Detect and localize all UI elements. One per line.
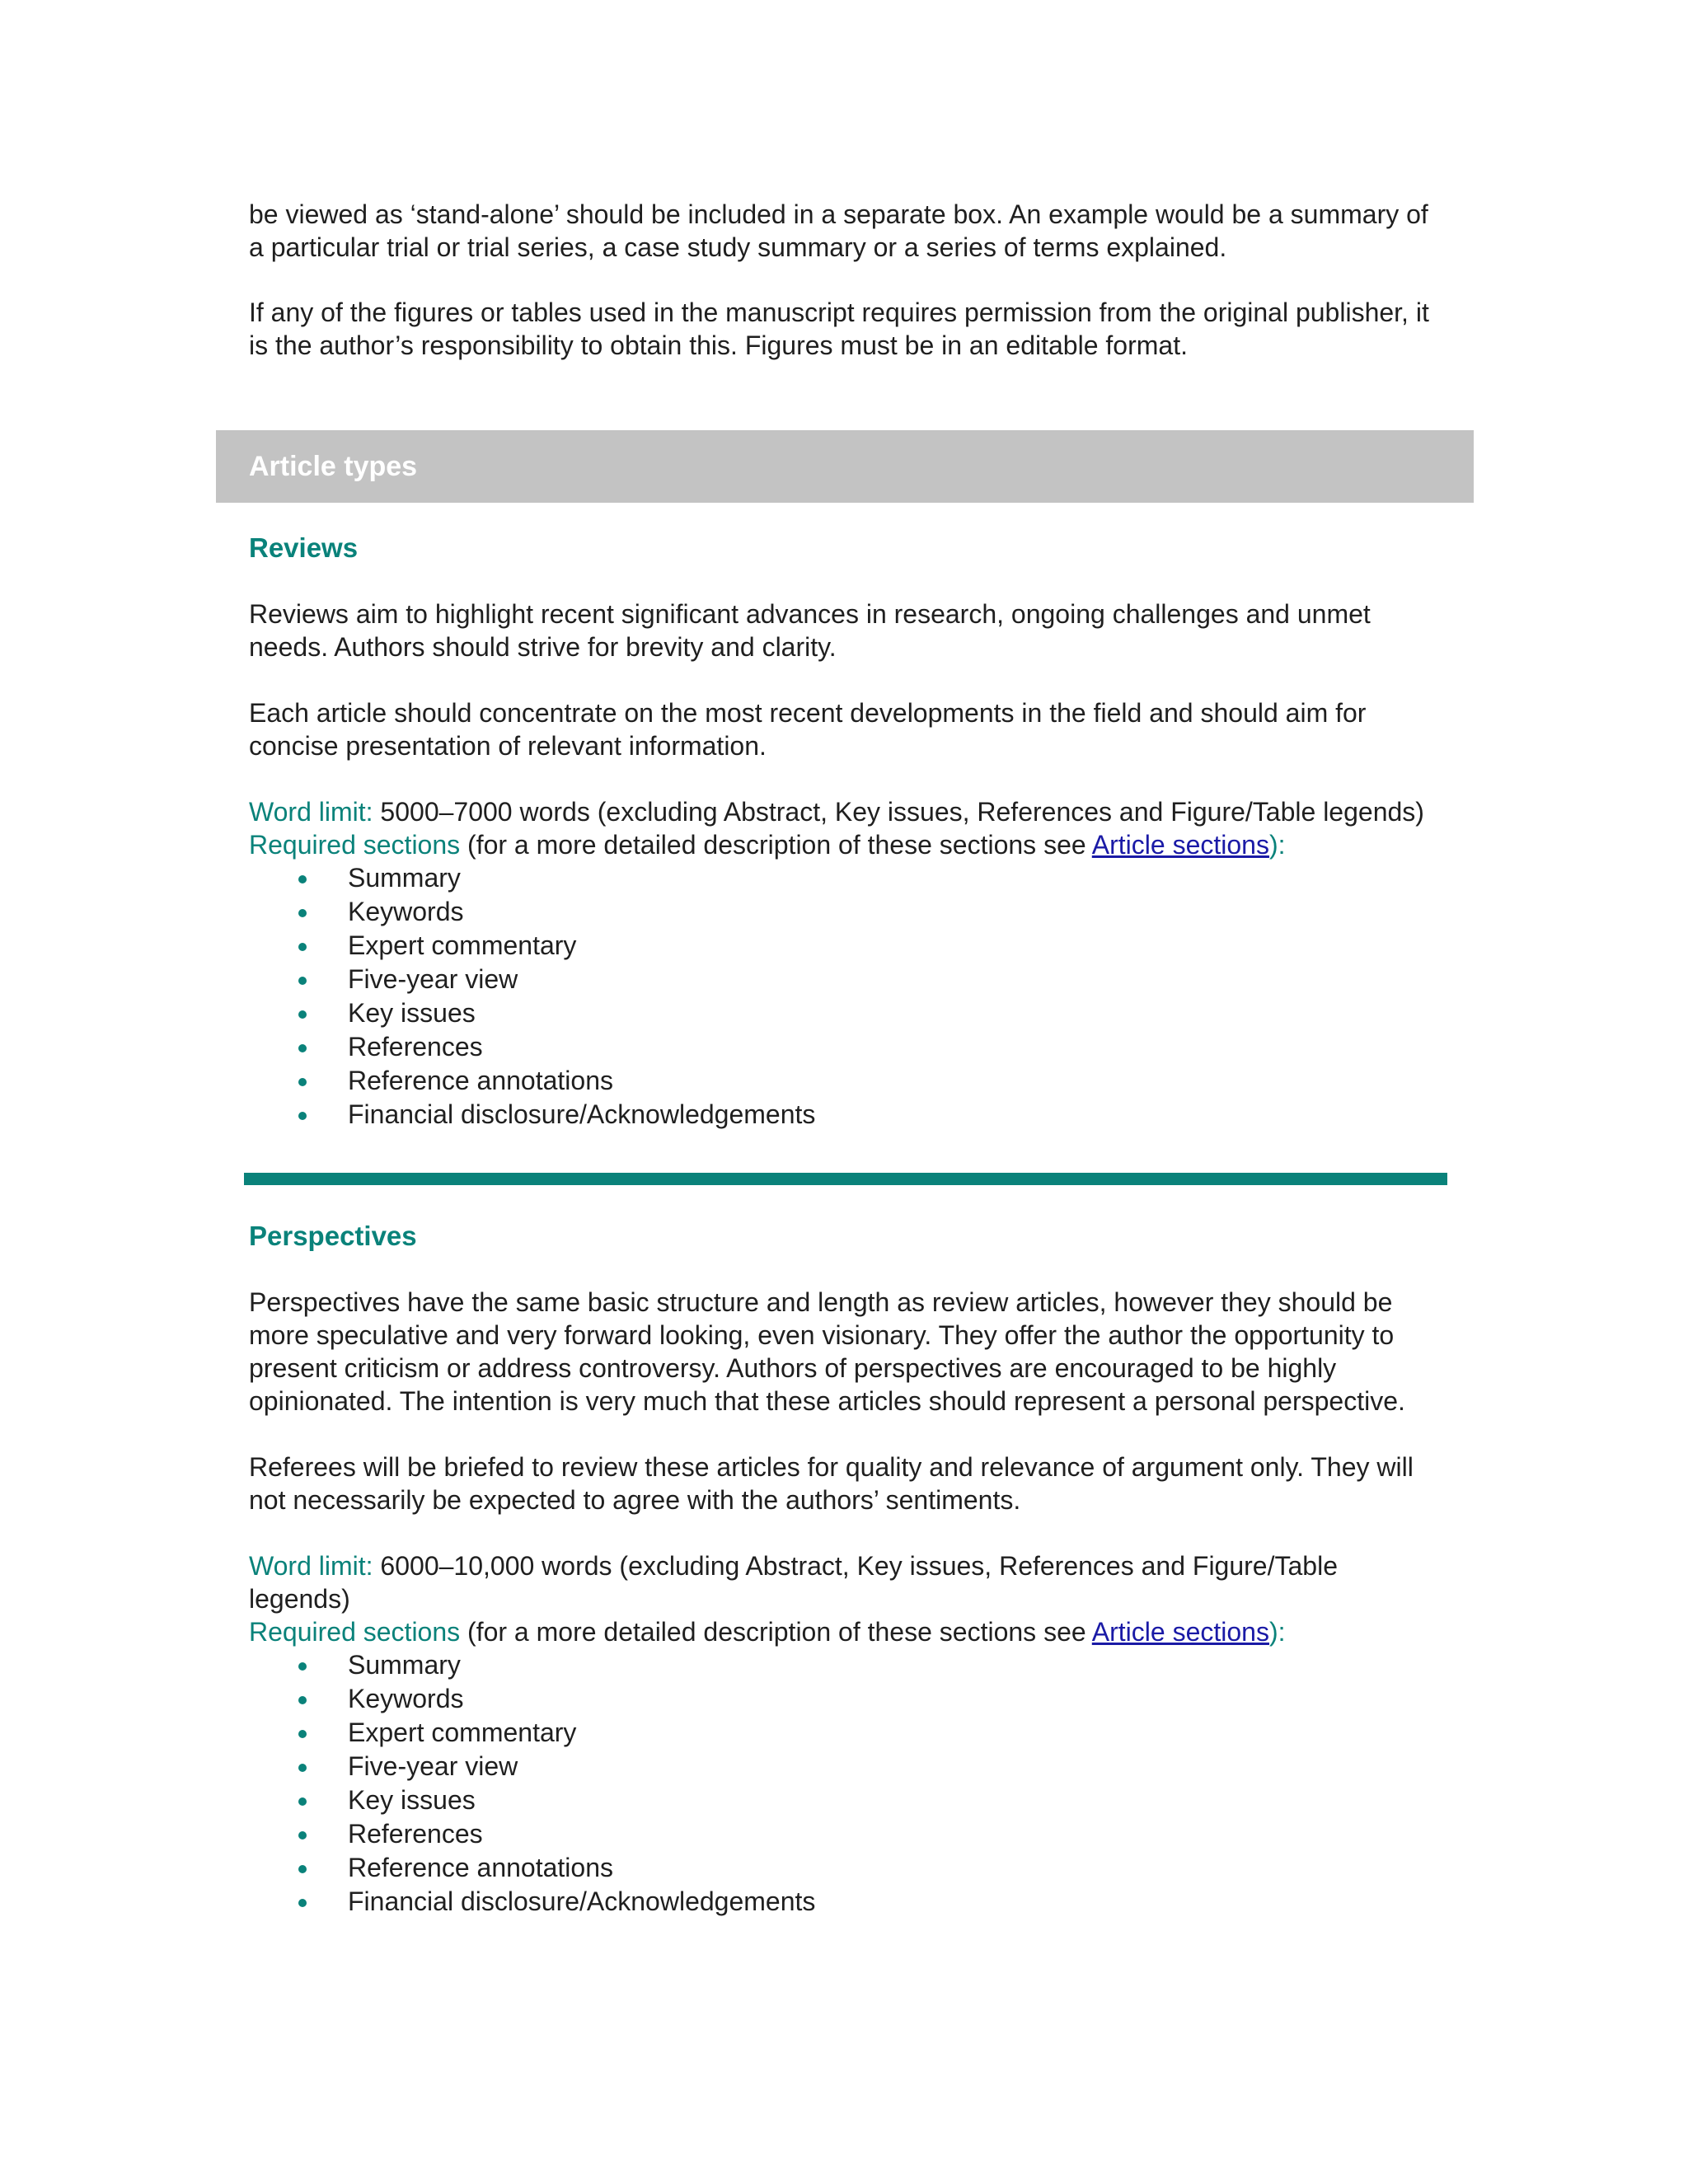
list-item: Five-year view <box>298 1750 815 1783</box>
section-header-bar <box>216 430 1474 503</box>
required-sections-end: ): <box>1268 830 1286 860</box>
list-item: Financial disclosure/Acknowledgements <box>298 1885 815 1919</box>
reviews-required-list <box>298 861 815 1132</box>
section-title: Article types <box>249 451 418 482</box>
bullet-icon <box>298 1764 307 1772</box>
bullet-icon <box>298 1865 307 1873</box>
reviews-word-limit <box>249 795 1436 828</box>
reviews-required-sections <box>249 828 1436 861</box>
bullet-icon <box>298 1044 307 1052</box>
word-limit-value: 6000–10,000 words (excluding Abstract, Key issues, References and Figure/Table legends) <box>249 1551 1338 1614</box>
list-item: Expert commentary <box>298 929 815 963</box>
list-item: Key issues <box>298 1783 815 1817</box>
list-item: References <box>298 1030 815 1064</box>
bullet-icon <box>298 909 307 917</box>
bullet-icon <box>298 943 307 951</box>
list-item: Keywords <box>298 895 815 929</box>
list-item: Financial disclosure/Acknowledgements <box>298 1098 815 1132</box>
bullet-icon <box>298 1078 307 1086</box>
list-item: Five-year view <box>298 963 815 996</box>
list-item: Reference annotations <box>298 1851 815 1885</box>
perspectives-word-limit <box>249 1549 1436 1615</box>
perspectives-paragraph-1: Perspectives have the same basic structure and length as review articles, however they should be more speculative and very forward looking, even visionary. They offer the author the opportunity to present criticism or address controversy. Authors of perspectives are encouraged to be highly opinionated. The intention is very much that these articles should represent a personal perspective. <box>249 1287 1405 1416</box>
list-item: Keywords <box>298 1682 815 1716</box>
word-limit-label: Word limit: <box>249 797 373 827</box>
intro-paragraph-2: If any of the figures or tables used in the manuscript requires permission from the original publisher, it is the author’s responsibility to obtain this. Figures must be in an editable format. <box>249 298 1429 360</box>
bullet-icon <box>298 1696 307 1704</box>
reviews-paragraph-1: Reviews aim to highlight recent significant advances in research, ongoing challenges and unmet needs. Authors should strive for brevity and clarity. <box>249 599 1371 662</box>
bullet-icon <box>298 977 307 985</box>
required-sections-end: ): <box>1268 1617 1286 1647</box>
word-limit-value: 5000–7000 words (excluding Abstract, Key issues, References and Figure/Table legends) <box>373 797 1424 827</box>
word-limit-label: Word limit: <box>249 1551 373 1581</box>
bullet-icon <box>298 875 307 883</box>
bullet-icon <box>298 1010 307 1019</box>
perspectives-paragraph-2: Referees will be briefed to review these articles for quality and relevance of argument only. They will not necessarily be expected to agree with the authors’ sentiments. <box>249 1452 1414 1515</box>
list-item: Reference annotations <box>298 1064 815 1098</box>
bullet-icon <box>298 1112 307 1120</box>
required-sections-text: (for a more detailed description of these sections see <box>460 1617 1092 1647</box>
perspectives-heading: Perspectives <box>249 1221 417 1251</box>
list-item: References <box>298 1817 815 1851</box>
bullet-icon <box>298 1797 307 1806</box>
required-sections-text: (for a more detailed description of these sections see <box>460 830 1092 860</box>
bullet-icon <box>298 1831 307 1840</box>
perspectives-required-sections <box>249 1615 1436 1648</box>
bullet-icon <box>298 1662 307 1671</box>
section-divider <box>244 1173 1447 1185</box>
reviews-paragraph-2: Each article should concentrate on the most recent developments in the field and should aim for concise presentation of relevant information. <box>249 698 1367 761</box>
required-sections-label: Required sections <box>249 1617 461 1647</box>
bullet-icon <box>298 1730 307 1738</box>
intro-paragraph-1: be viewed as ‘stand-alone’ should be included in a separate box. An example would be a summary of a particular trial or trial series, a case study summary or a series of terms explained. <box>249 199 1428 262</box>
list-item: Expert commentary <box>298 1716 815 1750</box>
perspectives-required-list <box>298 1648 815 1919</box>
bullet-icon <box>298 1899 307 1907</box>
article-sections-link[interactable]: Article sections <box>1091 1617 1269 1647</box>
list-item: Key issues <box>298 996 815 1030</box>
list-item: Summary <box>298 1648 815 1682</box>
reviews-heading: Reviews <box>249 532 359 563</box>
article-sections-link[interactable]: Article sections <box>1091 830 1269 860</box>
required-sections-label: Required sections <box>249 830 461 860</box>
list-item: Summary <box>298 861 815 895</box>
